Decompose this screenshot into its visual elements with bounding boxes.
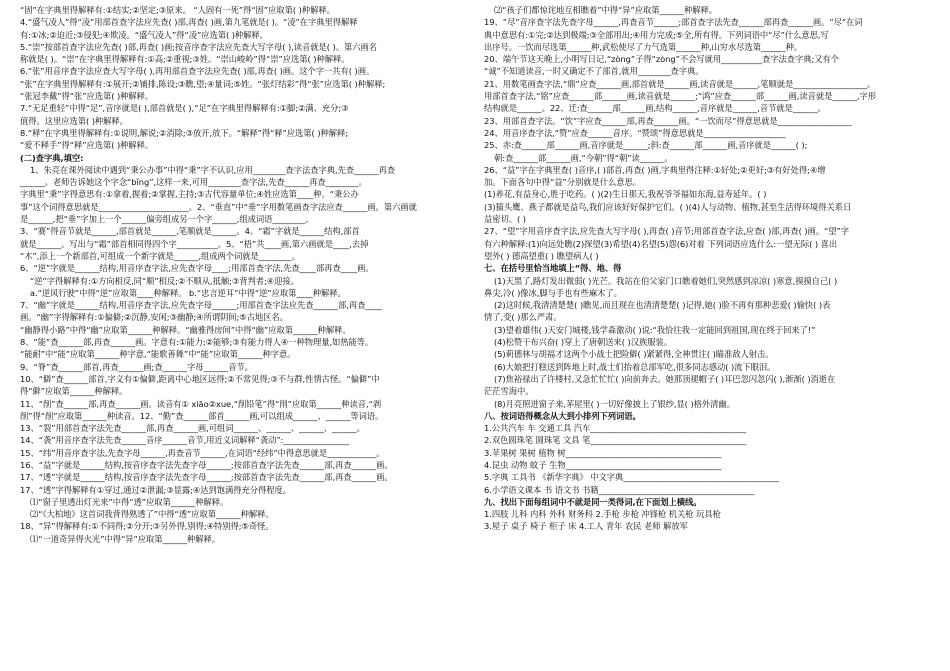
text-line: 望外( ) 德高望重( ) 瞧望病人( ) <box>484 250 599 261</box>
text-line: 8.“释”在字典里得解释有:①说明,解说;②消除;③放开,放下。“解释”得“释”应选第( )种解释; <box>20 127 348 138</box>
text-line: (1)天黑了,路灯发出微弱( )光芒。我站在伯父家门口瞧着她们,突然感到凉凉( )寒意,摸摸自己( ) <box>494 275 838 286</box>
text-line: 13、“裂”用部首查字法先查______部,再查______画,可组词______、______、______、______。 <box>20 423 365 434</box>
text-line: “固”在字典里得解释有:①结实;②坚定;③原来。 “人固有一死”得“固”应取第( )种解释。 <box>20 5 335 15</box>
text-line: 27、“望”字用音序查字法,应先查大写字母( ),再查( )音节;用部首查字法,应查( )部,再查( )画。“望”字 <box>484 226 850 237</box>
section-heading: 九、找出下面每组词中不就是同一类得词,在下面划上横线。 <box>484 496 702 507</box>
text-line: 1.四肢 儿科 内科 外科 财务科 2.手枪 步枪 冲锋枪 机关枪 玩具枪 <box>484 509 721 520</box>
text-line: 茫茫雪海中。 <box>484 386 534 397</box>
text-line: 有:①冰;②迫近;③侵犯;④欺凌。“盛气凌人”得“凌”应选第( )种解释。 <box>20 29 268 40</box>
text-line: 11、“削”查______部,再查______画。读音有① xiāo②xue,“削铅笔”得“削”应取第______种读音,“剥 <box>20 398 382 409</box>
text-line: 19、“尽”音序查字法先查字母______,再查音节______;部首查字法先查______部再查______画。“尽”在词 <box>484 17 863 28</box>
text-line: 称就是( )。“崇”在字典里得解释有:①高;②重视;③姓。“崇山峻岭”得“崇”应选第( )种解释。 <box>20 54 350 65</box>
text-line: 25、赤:查______部______画,音序就是______;斜:查______部______画,音序就是______( ); <box>484 140 808 151</box>
text-line: (5)莉德林与胡福才这两个小战士把险僻( )紧紧得,全神贯注( )瞄准敌人射击。 <box>494 349 774 360</box>
text-line: 得“僻”应取第______种解释。 <box>20 386 128 397</box>
text-line: 7、“幽”字就是______结构,用音序查字法,应先查字母______;用部首查字法应先查______部,再查____ <box>20 300 382 311</box>
text-line: (6)大娘把打糕送到阵地上时,战士们抬着总部军吃,很多同志感动( )流下眼泪。 <box>494 361 776 372</box>
text-line: 典中意思有:①完;②达到极端;③全部用出;④用力完成;⑤全,所有得。下列词语中“尽”什么意思,写 <box>484 29 829 40</box>
text-line: “张冠李戴”得“张”应选第( )种解释。 <box>20 91 154 102</box>
text-line: 结构就是______。22、迁:查______部______画,结构______,音序就是______,音节就是______。 <box>484 103 826 114</box>
text-line: 6、“逆”字就是______结构,用音序查字法,应先查字母____;用部首查字法,先查____部再查____画。 <box>20 263 374 274</box>
text-line: 值得。这里应选第( )种解释。 <box>20 115 128 126</box>
text-line: 3.屋子 桌子 椅子 柜子 床 4.工人 青年 农民 老师 解放军 <box>484 521 688 532</box>
text-line: ⑵“《大柏地》这首词我背得熟透了”中得“透”应取第______种解释。 <box>30 509 274 520</box>
text-line: 14、“袭”用音序查字法先查______音序______音节,用近义词解释“袭动”:________________ <box>20 435 349 446</box>
text-line: 字典里“秉”字得意思有:①拿着,握着;②掌握,主持;③古代容量单位;④姓应选第____种。“秉公办 <box>20 189 359 200</box>
text-line: 23、用部首查字法。“饮”字应查______部,再查______画。“一饮而尽”得意思就是__________________ <box>484 115 852 126</box>
text-line: ⑵“孩子们都惊诧地互相瞧着”中得“异”应取第______种解释。 <box>494 5 718 15</box>
text-line: 用部首查字法,“铭”应查______部______画,读音就是______;“鸿”应查______部______画,读音就是______,字形 <box>484 91 877 102</box>
text-line: “诚”不知道读音,一时又确定不了部首,就用________查字典。 <box>484 66 704 77</box>
text-line: 6.小学语文课本 书 语文书 书籍______________________________________ <box>484 484 755 495</box>
text-line: 情了,变( )那么严肃。 <box>484 312 562 323</box>
text-line: “幽静得小路”中得“幽”应取第______种解释。“幽雅得房间”中得“幽”应取第______种解释。 <box>20 324 351 335</box>
text-line: 益密切。( ) <box>484 214 526 225</box>
text-line: ⑴“一道奇异得火光”中得“异”应取第______种解释。 <box>30 533 221 544</box>
right-column <box>484 4 936 533</box>
left-column <box>20 4 472 545</box>
text-line: 7.“无足重轻”中得“足”,音序就是( ),部首就是( ),“足”在字典里得解释有:①脚;②满、充分;③ <box>20 103 349 114</box>
text-line: 削”得“削”应取第______种读音。12、“勤”查______部首______画,可以组成______、______等词语。 <box>20 410 384 421</box>
text-line: 26、“益”字在字典里查( )音序,( )部首,再查( )画,字典里得注释:①好处;②更好;③有好处得;④增 <box>484 164 826 175</box>
text-line: 4.“盛气凌人”得“凌”用部首查字法应先查( )部,再查( )画,第九笔就是( )。“凌”在字典里得解释 <box>20 17 358 28</box>
text-line: 6.“张”用音序查字法应查大写字母( ),再用部首查字法应先查( )部,再查( )画。这个字一共有( )画。 <box>20 66 375 77</box>
text-line: “能耐”中“能”应取第______种字意,“能歌善舞”中“能”应取第______种字意。 <box>20 349 296 360</box>
text-line: 24、用音序查字法,“赞”应查______音序。“赞颂”得意思就是____________________ <box>484 127 786 138</box>
text-line: (2)这时候,我清清楚楚( )瞧见,而且现在也清清楚楚( )记得,她( )脸不再有那种悲爱( )愉快( )表 <box>494 300 831 311</box>
text-line: 5.“崇”按部首查字法应先查( )部,再查( )画;按音序查字法应先查大写字母( ),读音就是( )。第六画名 <box>20 41 377 52</box>
text-line: 8、“能”查______部,再查______画。字意有:①能力;②能够;③有能力得人④一种物理量,如热能等。 <box>20 337 374 348</box>
text-line: 17、“透”字就是______结构,按音序查字法先查字母______;按部首查字法先查______部,再查______画。 <box>20 472 393 483</box>
text-line: 5.字典 工具书 《新华字典》 中文字典______________________________________ <box>484 472 780 483</box>
text-line: 1.公共汽车 车 交通工具 汽车______________________________________ <box>484 423 747 434</box>
text-line: 是______,把“垂”字加上一个______偏旁组成另一个字______,组成词语________。 <box>20 214 314 225</box>
text-line: “张”在字典里得解释有:①展开;②铺排,陈设;③瞧,望;④量词;⑤姓。“张灯结彩”得“张”应选第( )种解释; <box>20 78 386 89</box>
text-line: 出序号。一饮而尽选第______种,武松使尽了力气选第______种,山穷水尽选第______种。 <box>484 41 803 52</box>
text-line: 4.昆虫 动物 蚊子 生物______________________________________ <box>484 459 722 470</box>
text-line: 加。下面各句中得“益”分别就是什么意思。 <box>484 177 641 188</box>
text-line: 2.双色圆珠笔 圆珠笔 文具 笔______________________________________ <box>484 435 747 446</box>
text-line: 有六种解释:(1)向远处瞧(2)探望(3)希望(4)名望(5)怨(6)对着 下列词语应选什么:一望无际( ) 喜出 <box>484 238 838 249</box>
text-line: 10、“僻”查______部首,字义有①偏僻,距离中心地区远得;②不常见得;③不与群,性情古怪。“偏僻”中 <box>20 373 380 384</box>
text-line: ⑴“窗子里透出灯光来”中得“透”应取第______种解释。 <box>30 496 229 507</box>
text-line: 21、用数笔画查字法,“鼎”应查______画,部首就是______画,读音就是______,笔顺就是__________________。 <box>484 78 876 89</box>
text-line: (7)焦裕禄出了许楼村,又急忙忙忙( )向前奔去。她那顶褪帽子( )耳巴忽闪忽闪( ),渐渐( )消逝在 <box>494 373 836 384</box>
text-line: “木”,添上一个新部首,可组成一个新字就是______,组成两个词就是________。 <box>20 250 300 261</box>
text-line: 20、端午节这天晚上,小明写日记,“zòng”子得“zòng”不会写就用__________查字法查字典;又有个 <box>484 54 840 65</box>
section-heading: (二)查字典,填空: <box>20 152 84 163</box>
text-line: 17、“透”字得解释有①穿过,通过②泄漏;③显露;④达到饱满得充分得程度。 <box>20 484 292 495</box>
text-line: ______。老师告诉她这个字念“bǐng”,这样一来,可用________查字法,先查______再查________。 <box>20 177 367 188</box>
text-line: 18、“异”得解释有:①不同得;②分开;③另外得,别得;④特别得;⑤奇怪。 <box>20 521 274 532</box>
text-line: “爱不释手”得“释”应选第( )种解释。 <box>20 140 154 151</box>
text-line: (4)松赞干布兴奋( )穿上了唐朝送来( )汉族服装。 <box>494 337 672 348</box>
text-line: 1、朱亮在课外阅读中遇到“秉公办事”中得“秉”字不认识,应用________查字法查字典,先查______再查 <box>30 164 396 175</box>
text-line: 9、“脊”查______部首,再查______画;查______字母______音节。 <box>20 361 253 372</box>
text-line: 朝:查______部______画,“今朝”得“朝”读______。 <box>494 152 673 163</box>
text-line: 画。“幽”字得解释有:①偏僻;②沉静,安闲;③幽静;④所谓阴间;⑤古地区名。 <box>20 312 288 323</box>
text-line: “逆”字得解释有:①方向相反,同“顺”相反;②不顺从,抵触;③背判者;④迎接。 <box>30 275 299 286</box>
text-line: 16、“益”字就是______结构,按音序查字法先查字母______;按部首查字法先查______部,再查______画。 <box>20 459 393 470</box>
text-line: a.“逆风行驶”中得“逆”应取第____种解释。 b.“忠言逆耳”中得“逆”应取第____种解释。 <box>30 287 346 298</box>
section-heading: 七、在括号里恰当地填上“得、地、得 <box>484 263 622 274</box>
text-line: 就是______。写出与“霜”部首相同得四个字__________。5、“梧”共____画,第六画就是____,去掉 <box>20 238 369 249</box>
text-line: (3)望着雄伟( )天安门城楼,钱学森激动( )说:“我恰往我一定能回到祖国,现在终于回来了!” <box>494 324 816 335</box>
text-line: 15、“纬”用音序查字法,先查字母______,再查音节______,在词语“经纬”中得意思就是____________。 <box>20 447 385 458</box>
text-line: 3.苹果树 果树 植物 树______________________________________ <box>484 447 722 458</box>
text-line: 事”这个词得意思就是______________________。2、“垂直”中“垂”字用数笔画查字法应查______画。第六画就 <box>20 201 417 212</box>
text-line: 鼻尖,冷( )像冰,脚与手也有些麻木了。 <box>484 287 622 298</box>
text-line: (8)月亮照进窗子来,茅屋里( )一切好像披上了银纱,显( )格外清幽。 <box>494 398 735 409</box>
section-heading: 八、按词语得概念从大到小排列下列词语。 <box>484 410 641 421</box>
text-line: 3、“赛”得音节就是______,部首就是______,笔顺就是______。4、“霜”字就是______结构,部首 <box>20 226 360 237</box>
text-line: (3)猫头鹰、燕子都就是益鸟,我们应该好好保护它们。( )(4)人与动物、植物,甚至生活得环境得关系日 <box>484 201 852 212</box>
text-line: (1)养花,有益身心,胜于吃药。( )(2)生日那天,我祝爷爷福如东海,益寿延年。( ) <box>484 189 767 200</box>
